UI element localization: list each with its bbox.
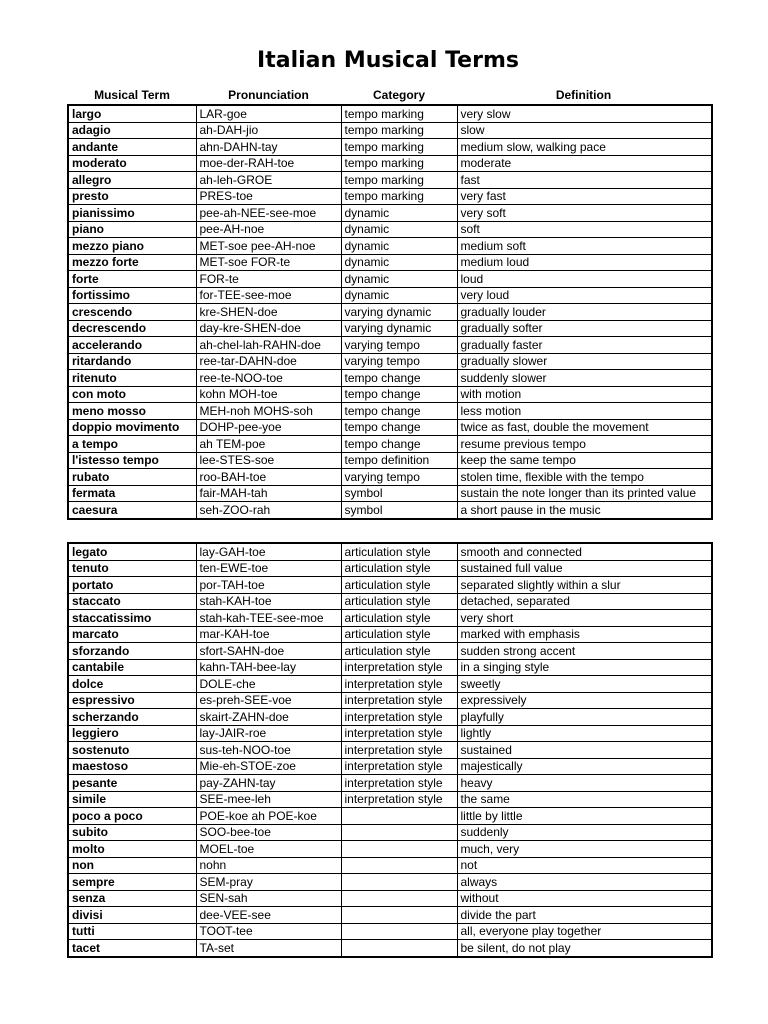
header-pronunciation: Pronunciation xyxy=(228,88,309,102)
pronunciation-cell: lay-GAH-toe xyxy=(196,543,341,560)
table-row xyxy=(68,791,712,808)
category-cell: tempo marking xyxy=(341,139,457,156)
term-cell: decrescendo xyxy=(68,320,196,337)
term-cell: leggiero xyxy=(68,725,196,742)
pronunciation-cell: lay-JAIR-roe xyxy=(196,725,341,742)
definition-cell: the same xyxy=(457,791,712,808)
category-cell: interpretation style xyxy=(341,709,457,726)
table-row xyxy=(68,940,712,957)
definition-cell: sudden strong accent xyxy=(457,643,712,660)
table-row xyxy=(68,122,712,139)
definition-cell: little by little xyxy=(457,808,712,825)
category-cell xyxy=(341,857,457,874)
definition-cell: slow xyxy=(457,122,712,139)
definition-cell: be silent, do not play xyxy=(457,940,712,957)
category-cell: interpretation style xyxy=(341,676,457,693)
definition-cell: detached, separated xyxy=(457,593,712,610)
category-cell: dynamic xyxy=(341,287,457,304)
pronunciation-cell: ree-te-NOO-toe xyxy=(196,370,341,387)
definition-cell: much, very xyxy=(457,841,712,858)
category-cell: varying tempo xyxy=(341,353,457,370)
table-row xyxy=(68,923,712,940)
pronunciation-cell: kohn MOH-toe xyxy=(196,386,341,403)
table-row xyxy=(68,419,712,436)
definition-cell: with motion xyxy=(457,386,712,403)
term-cell: ritardando xyxy=(68,353,196,370)
definition-cell: moderate xyxy=(457,155,712,172)
definition-cell: expressively xyxy=(457,692,712,709)
category-cell: dynamic xyxy=(341,271,457,288)
table-row xyxy=(68,353,712,370)
table-row xyxy=(68,502,712,519)
definition-cell: sustain the note longer than its printed value xyxy=(457,485,712,502)
term-cell: maestoso xyxy=(68,758,196,775)
definition-cell: medium soft xyxy=(457,238,712,255)
table-row xyxy=(68,205,712,222)
term-cell: ritenuto xyxy=(68,370,196,387)
table-row xyxy=(68,155,712,172)
pronunciation-cell: ah-leh-GROE xyxy=(196,172,341,189)
pronunciation-cell: SOO-bee-toe xyxy=(196,824,341,841)
term-cell: mezzo forte xyxy=(68,254,196,271)
category-cell: tempo change xyxy=(341,436,457,453)
term-cell: fortissimo xyxy=(68,287,196,304)
tempo-dynamics-table-body xyxy=(68,105,712,519)
table-row xyxy=(68,709,712,726)
definition-cell: fast xyxy=(457,172,712,189)
term-cell: accelerando xyxy=(68,337,196,354)
table-row xyxy=(68,610,712,627)
definition-cell: very slow xyxy=(457,105,712,122)
table-row xyxy=(68,824,712,841)
term-cell: dolce xyxy=(68,676,196,693)
table-row xyxy=(68,874,712,891)
term-cell: con moto xyxy=(68,386,196,403)
definition-cell: twice as fast, double the movement xyxy=(457,419,712,436)
term-cell: pianissimo xyxy=(68,205,196,222)
definition-cell: soft xyxy=(457,221,712,238)
term-cell: adagio xyxy=(68,122,196,139)
pronunciation-cell: ten-EWE-toe xyxy=(196,560,341,577)
table-row xyxy=(68,452,712,469)
pronunciation-cell: DOLE-che xyxy=(196,676,341,693)
category-cell: interpretation style xyxy=(341,659,457,676)
definition-cell: gradually louder xyxy=(457,304,712,321)
pronunciation-cell: day-kre-SHEN-doe xyxy=(196,320,341,337)
term-cell: doppio movimento xyxy=(68,419,196,436)
term-cell: tutti xyxy=(68,923,196,940)
term-cell: tacet xyxy=(68,940,196,957)
term-cell: espressivo xyxy=(68,692,196,709)
category-cell: dynamic xyxy=(341,254,457,271)
header-musical-term: Musical Term xyxy=(94,88,170,102)
definition-cell: heavy xyxy=(457,775,712,792)
pronunciation-cell: MEH-noh MOHS-soh xyxy=(196,403,341,420)
table-row xyxy=(68,577,712,594)
pronunciation-cell: es-preh-SEE-voe xyxy=(196,692,341,709)
pronunciation-cell: ah-DAH-jio xyxy=(196,122,341,139)
term-cell: legato xyxy=(68,543,196,560)
term-cell: piano xyxy=(68,221,196,238)
pronunciation-cell: kre-SHEN-doe xyxy=(196,304,341,321)
table-row xyxy=(68,238,712,255)
term-cell: subito xyxy=(68,824,196,841)
category-cell: symbol xyxy=(341,485,457,502)
pronunciation-cell: skairt-ZAHN-doe xyxy=(196,709,341,726)
pronunciation-cell: pee-ah-NEE-see-moe xyxy=(196,205,341,222)
definition-cell: always xyxy=(457,874,712,891)
definition-cell: very soft xyxy=(457,205,712,222)
pronunciation-cell: mar-KAH-toe xyxy=(196,626,341,643)
term-cell: sforzando xyxy=(68,643,196,660)
pronunciation-cell: DOHP-pee-yoe xyxy=(196,419,341,436)
category-cell: articulation style xyxy=(341,626,457,643)
category-cell: tempo change xyxy=(341,403,457,420)
term-cell: sostenuto xyxy=(68,742,196,759)
pronunciation-cell: for-TEE-see-moe xyxy=(196,287,341,304)
table-row xyxy=(68,725,712,742)
header-category: Category xyxy=(372,88,425,102)
pronunciation-cell: kahn-TAH-bee-lay xyxy=(196,659,341,676)
pronunciation-cell: TA-set xyxy=(196,940,341,957)
pronunciation-cell: ahn-DAHN-tay xyxy=(196,139,341,156)
definition-cell: gradually faster xyxy=(457,337,712,354)
pronunciation-cell: fair-MAH-tah xyxy=(196,485,341,502)
page-title: Italian Musical Terms xyxy=(257,48,519,73)
category-cell: articulation style xyxy=(341,643,457,660)
category-cell: interpretation style xyxy=(341,775,457,792)
category-cell: articulation style xyxy=(341,610,457,627)
definition-cell: divide the part xyxy=(457,907,712,924)
table-row xyxy=(68,469,712,486)
pronunciation-cell: nohn xyxy=(196,857,341,874)
term-cell: andante xyxy=(68,139,196,156)
definition-cell: stolen time, flexible with the tempo xyxy=(457,469,712,486)
table-row xyxy=(68,485,712,502)
pronunciation-cell: lee-STES-soe xyxy=(196,452,341,469)
column-headers xyxy=(68,86,710,104)
term-cell: staccatissimo xyxy=(68,610,196,627)
definition-cell: marked with emphasis xyxy=(457,626,712,643)
term-cell: divisi xyxy=(68,907,196,924)
table-row xyxy=(68,172,712,189)
term-cell: simile xyxy=(68,791,196,808)
definition-cell: without xyxy=(457,890,712,907)
term-cell: non xyxy=(68,857,196,874)
term-cell: cantabile xyxy=(68,659,196,676)
table-row xyxy=(68,386,712,403)
category-cell xyxy=(341,890,457,907)
pronunciation-cell: ree-tar-DAHN-doe xyxy=(196,353,341,370)
category-cell: interpretation style xyxy=(341,758,457,775)
pronunciation-cell: sfort-SAHN-doe xyxy=(196,643,341,660)
pronunciation-cell: por-TAH-toe xyxy=(196,577,341,594)
category-cell: interpretation style xyxy=(341,692,457,709)
definition-cell: majestically xyxy=(457,758,712,775)
category-cell: tempo marking xyxy=(341,122,457,139)
category-cell: interpretation style xyxy=(341,725,457,742)
category-cell: articulation style xyxy=(341,577,457,594)
table-row xyxy=(68,254,712,271)
pronunciation-cell: sus-teh-NOO-toe xyxy=(196,742,341,759)
definition-cell: keep the same tempo xyxy=(457,452,712,469)
term-cell: mezzo piano xyxy=(68,238,196,255)
table-row xyxy=(68,907,712,924)
definition-cell: sweetly xyxy=(457,676,712,693)
category-cell: tempo change xyxy=(341,370,457,387)
pronunciation-cell: moe-der-RAH-toe xyxy=(196,155,341,172)
pronunciation-cell: LAR-goe xyxy=(196,105,341,122)
category-cell xyxy=(341,841,457,858)
category-cell: dynamic xyxy=(341,238,457,255)
category-cell: dynamic xyxy=(341,221,457,238)
table-row xyxy=(68,676,712,693)
table-row xyxy=(68,758,712,775)
category-cell xyxy=(341,907,457,924)
term-cell: forte xyxy=(68,271,196,288)
table-row xyxy=(68,775,712,792)
term-cell: scherzando xyxy=(68,709,196,726)
pronunciation-cell: stah-KAH-toe xyxy=(196,593,341,610)
table-row xyxy=(68,659,712,676)
table-row xyxy=(68,304,712,321)
category-cell: tempo marking xyxy=(341,188,457,205)
table-row xyxy=(68,841,712,858)
table-row xyxy=(68,742,712,759)
definition-cell: very loud xyxy=(457,287,712,304)
style-terms-table xyxy=(67,542,713,958)
definition-cell: sustained xyxy=(457,742,712,759)
pronunciation-cell: TOOT-tee xyxy=(196,923,341,940)
definition-cell: not xyxy=(457,857,712,874)
table-row xyxy=(68,403,712,420)
term-cell: poco a poco xyxy=(68,808,196,825)
definition-cell: sustained full value xyxy=(457,560,712,577)
definition-cell: in a singing style xyxy=(457,659,712,676)
table-row xyxy=(68,857,712,874)
pronunciation-cell: ah TEM-poe xyxy=(196,436,341,453)
definition-cell: loud xyxy=(457,271,712,288)
table-row xyxy=(68,221,712,238)
definition-cell: very fast xyxy=(457,188,712,205)
term-cell: allegro xyxy=(68,172,196,189)
term-cell: caesura xyxy=(68,502,196,519)
table-row xyxy=(68,643,712,660)
table-row xyxy=(68,105,712,122)
term-cell: tenuto xyxy=(68,560,196,577)
category-cell: varying tempo xyxy=(341,469,457,486)
category-cell: articulation style xyxy=(341,543,457,560)
definition-cell: medium slow, walking pace xyxy=(457,139,712,156)
table-row xyxy=(68,337,712,354)
term-cell: moderato xyxy=(68,155,196,172)
pronunciation-cell: dee-VEE-see xyxy=(196,907,341,924)
category-cell: dynamic xyxy=(341,205,457,222)
table-row xyxy=(68,890,712,907)
category-cell: tempo marking xyxy=(341,172,457,189)
pronunciation-cell: PRES-toe xyxy=(196,188,341,205)
definition-cell: a short pause in the music xyxy=(457,502,712,519)
term-cell: largo xyxy=(68,105,196,122)
definition-cell: all, everyone play together xyxy=(457,923,712,940)
table-row xyxy=(68,320,712,337)
category-cell xyxy=(341,940,457,957)
pronunciation-cell: seh-ZOO-rah xyxy=(196,502,341,519)
pronunciation-cell: MOEL-toe xyxy=(196,841,341,858)
term-cell: pesante xyxy=(68,775,196,792)
pronunciation-cell: pay-ZAHN-tay xyxy=(196,775,341,792)
definition-cell: medium loud xyxy=(457,254,712,271)
definition-cell: gradually softer xyxy=(457,320,712,337)
table-row xyxy=(68,370,712,387)
term-cell: l'istesso tempo xyxy=(68,452,196,469)
category-cell: interpretation style xyxy=(341,742,457,759)
category-cell: varying dynamic xyxy=(341,304,457,321)
definition-cell: smooth and connected xyxy=(457,543,712,560)
definition-cell: suddenly xyxy=(457,824,712,841)
table-row xyxy=(68,808,712,825)
definition-cell: playfully xyxy=(457,709,712,726)
pronunciation-cell: ah-chel-lah-RAHN-doe xyxy=(196,337,341,354)
category-cell: varying dynamic xyxy=(341,320,457,337)
pronunciation-cell: stah-kah-TEE-see-moe xyxy=(196,610,341,627)
category-cell: tempo marking xyxy=(341,105,457,122)
term-cell: sempre xyxy=(68,874,196,891)
category-cell: varying tempo xyxy=(341,337,457,354)
table-row xyxy=(68,626,712,643)
header-definition: Definition xyxy=(555,88,612,102)
category-cell: interpretation style xyxy=(341,791,457,808)
term-cell: staccato xyxy=(68,593,196,610)
tempo-dynamics-table xyxy=(67,104,713,520)
category-cell xyxy=(341,923,457,940)
style-terms-table-body xyxy=(68,543,712,957)
term-cell: presto xyxy=(68,188,196,205)
pronunciation-cell: SEM-pray xyxy=(196,874,341,891)
definition-cell: separated slightly within a slur xyxy=(457,577,712,594)
pronunciation-cell: roo-BAH-toe xyxy=(196,469,341,486)
category-cell xyxy=(341,824,457,841)
term-cell: fermata xyxy=(68,485,196,502)
pronunciation-cell: MET-soe pee-AH-noe xyxy=(196,238,341,255)
definition-cell: suddenly slower xyxy=(457,370,712,387)
category-cell: tempo change xyxy=(341,419,457,436)
pronunciation-cell: MET-soe FOR-te xyxy=(196,254,341,271)
definition-cell: lightly xyxy=(457,725,712,742)
category-cell: tempo definition xyxy=(341,452,457,469)
table-row xyxy=(68,560,712,577)
category-cell: tempo marking xyxy=(341,155,457,172)
definition-cell: very short xyxy=(457,610,712,627)
definition-cell: resume previous tempo xyxy=(457,436,712,453)
definition-cell: gradually slower xyxy=(457,353,712,370)
category-cell: symbol xyxy=(341,502,457,519)
category-cell xyxy=(341,808,457,825)
term-cell: marcato xyxy=(68,626,196,643)
pronunciation-cell: pee-AH-noe xyxy=(196,221,341,238)
table-row xyxy=(68,287,712,304)
pronunciation-cell: FOR-te xyxy=(196,271,341,288)
table-row xyxy=(68,436,712,453)
table-row xyxy=(68,271,712,288)
pronunciation-cell: SEE-mee-leh xyxy=(196,791,341,808)
category-cell: articulation style xyxy=(341,593,457,610)
table-row xyxy=(68,593,712,610)
table-row xyxy=(68,543,712,560)
pronunciation-cell: POE-koe ah POE-koe xyxy=(196,808,341,825)
definition-cell: less motion xyxy=(457,403,712,420)
term-cell: molto xyxy=(68,841,196,858)
term-cell: crescendo xyxy=(68,304,196,321)
category-cell: tempo change xyxy=(341,386,457,403)
table-row xyxy=(68,692,712,709)
term-cell: rubato xyxy=(68,469,196,486)
table-row xyxy=(68,139,712,156)
pronunciation-cell: Mie-eh-STOE-zoe xyxy=(196,758,341,775)
pronunciation-cell: SEN-sah xyxy=(196,890,341,907)
term-cell: a tempo xyxy=(68,436,196,453)
term-cell: meno mosso xyxy=(68,403,196,420)
term-cell: portato xyxy=(68,577,196,594)
table-row xyxy=(68,188,712,205)
term-cell: senza xyxy=(68,890,196,907)
category-cell: articulation style xyxy=(341,560,457,577)
category-cell xyxy=(341,874,457,891)
